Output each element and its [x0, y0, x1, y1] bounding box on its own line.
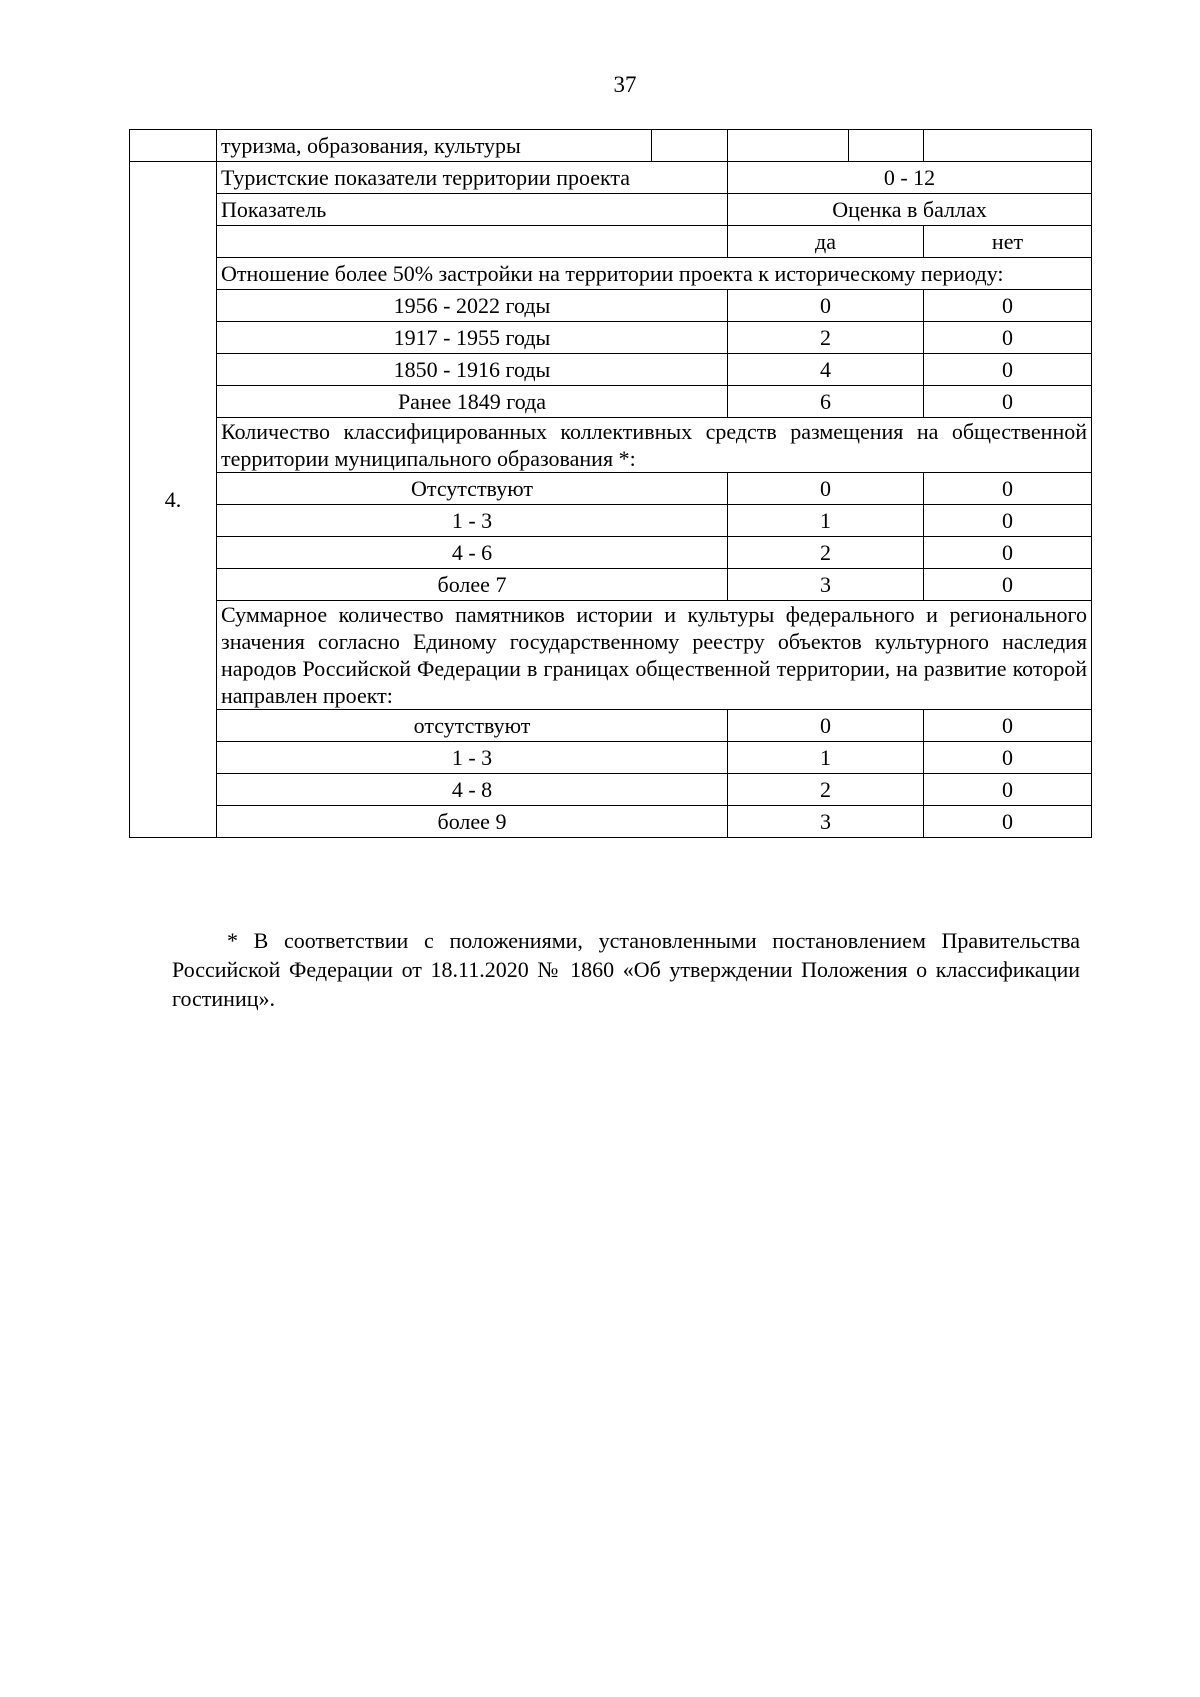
row-label: 1 - 3: [217, 742, 728, 774]
indicator-header: Показатель: [217, 194, 728, 226]
yes-score: 0: [728, 710, 924, 742]
page-number: 37: [613, 72, 637, 97]
no-score: 0: [924, 354, 1092, 386]
empty-cell: [652, 130, 728, 162]
row-label: отсутствуют: [217, 710, 728, 742]
table-row: [130, 742, 1092, 774]
table-row: [130, 473, 1092, 505]
row-label: более 9: [217, 806, 728, 838]
no-score: 0: [924, 710, 1092, 742]
criteria-table: [129, 129, 1092, 838]
table-row: [130, 354, 1092, 386]
section-range: 0 - 12: [728, 162, 1092, 194]
table-row: [130, 806, 1092, 838]
empty-cell: [728, 130, 849, 162]
table-row: [130, 710, 1092, 742]
yes-no-header-row: [130, 226, 1092, 258]
no-score: 0: [924, 742, 1092, 774]
yes-score: 6: [728, 386, 924, 418]
yes-score: 0: [728, 473, 924, 505]
yes-score: 2: [728, 774, 924, 806]
footnote: * В соответствии с положениями, установленными постановлением Правительства Российской Федерации от 18.11.2020 № 1860 «Об утверждении Положения о классификации гостиниц».: [172, 928, 1080, 1011]
row-label: 1956 - 2022 годы: [217, 290, 728, 322]
no-score: 0: [924, 386, 1092, 418]
empty-cell: [217, 226, 728, 258]
section-title-row: [130, 162, 1092, 194]
yes-score: 3: [728, 569, 924, 601]
no-score: 0: [924, 290, 1092, 322]
row-label: 1917 - 1955 годы: [217, 322, 728, 354]
table-row: [130, 386, 1092, 418]
empty-cell: [924, 130, 1092, 162]
group-title-row: [130, 258, 1092, 290]
no-header: нет: [924, 226, 1092, 258]
yes-score: 0: [728, 290, 924, 322]
group-title-row: [130, 418, 1092, 473]
row-label: 1 - 3: [217, 505, 728, 537]
group-title-row: [130, 601, 1092, 710]
no-score: 0: [924, 537, 1092, 569]
row-label: Отсутствуют: [217, 473, 728, 505]
table-row-continuation: [130, 130, 1092, 162]
row-label: Ранее 1849 года: [217, 386, 728, 418]
continuation-text: туризма, образования, культуры: [217, 130, 652, 162]
table-row: [130, 774, 1092, 806]
table-row: [130, 322, 1092, 354]
yes-score: 1: [728, 742, 924, 774]
yes-score: 1: [728, 505, 924, 537]
score-header: Оценка в баллах: [728, 194, 1092, 226]
yes-score: 4: [728, 354, 924, 386]
table-row: [130, 290, 1092, 322]
row-label: 1850 - 1916 годы: [217, 354, 728, 386]
row-label: 4 - 8: [217, 774, 728, 806]
empty-cell: [130, 130, 217, 162]
no-score: 0: [924, 774, 1092, 806]
row-label: 4 - 6: [217, 537, 728, 569]
empty-cell: [849, 130, 924, 162]
row-label: более 7: [217, 569, 728, 601]
no-score: 0: [924, 806, 1092, 838]
yes-score: 2: [728, 322, 924, 354]
yes-score: 3: [728, 806, 924, 838]
group-title: Отношение более 50% застройки на территории проекта к историческому периоду:: [217, 258, 1092, 290]
no-score: 0: [924, 473, 1092, 505]
group-title: Суммарное количество памятников истории и культуры федерального и регионального значения согласно Единому государственному реестру объектов культурного наследия народов Российской Федерации в границах общественной территории, на развитие которой направлен проект:: [217, 601, 1092, 710]
header-row: [130, 194, 1092, 226]
yes-header: да: [728, 226, 924, 258]
no-score: 0: [924, 569, 1092, 601]
yes-score: 2: [728, 537, 924, 569]
no-score: 0: [924, 505, 1092, 537]
section-number: 4.: [130, 162, 217, 838]
table-row: [130, 537, 1092, 569]
group-title: Количество классифицированных коллективных средств размещения на общественной территории муниципального образования *:: [217, 418, 1092, 473]
table-row: [130, 505, 1092, 537]
section-title: Туристские показатели территории проекта: [217, 162, 728, 194]
no-score: 0: [924, 322, 1092, 354]
table-row: [130, 569, 1092, 601]
